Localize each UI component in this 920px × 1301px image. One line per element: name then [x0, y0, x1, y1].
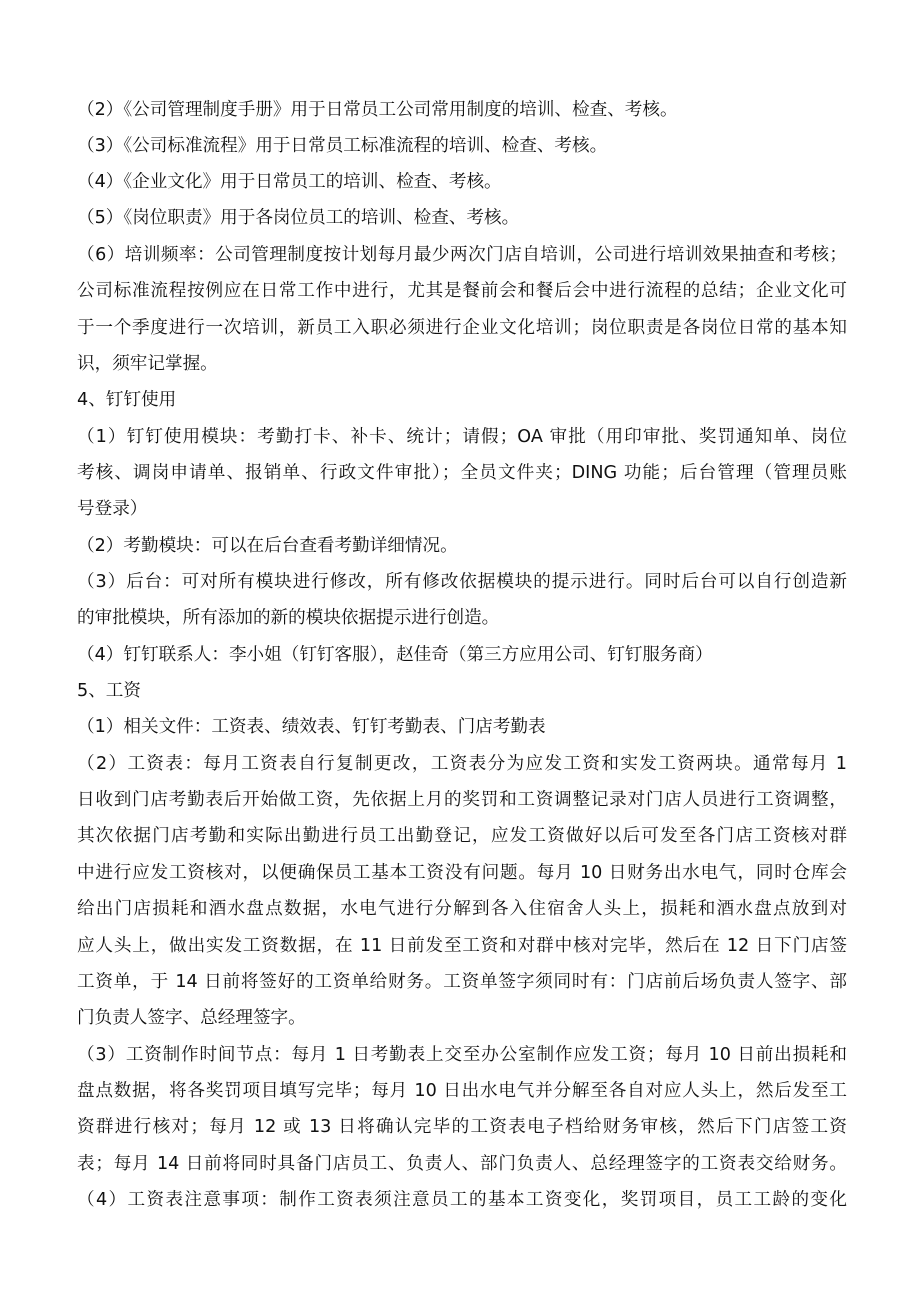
text-line: （2）《公司管理制度手册》用于日常员工公司常用制度的培训、检查、考核。	[77, 100, 678, 120]
text-line: 识，须牢记掌握。	[77, 354, 218, 374]
text-line: 应人头上，做出实发工资数据，在 11 日前发至工资和对群中核对完毕，然后在 12 日下门店签	[77, 936, 847, 956]
section-heading: 5、工资	[77, 681, 141, 701]
text-line: （3）后台：可对所有模块进行修改，所有修改依据模块的提示进行。同时后台可以自行创造新	[77, 572, 847, 592]
text-line: 门负责人签字、总经理签字。	[77, 1008, 306, 1028]
text-line: （6）培训频率：公司管理制度按计划每月最少两次门店自培训，公司进行培训效果抽查和考核；	[77, 245, 847, 265]
text-line: （3）工资制作时间节点：每月 1 日考勤表上交至办公室制作应发工资；每月 10 日前出损耗和	[77, 1045, 847, 1065]
text-line: 盘点数据，将各奖罚项目填写完毕；每月 10 日出水电气并分解至各自对应人头上，然后发至工	[77, 1081, 847, 1101]
text-line: 工资单，于 14 日前将签好的工资单给财务。工资单签字须同时有：门店前后场负责人签字、部	[77, 972, 847, 992]
text-line: 给出门店损耗和酒水盘点数据，水电气进行分解到各入住宿舍人头上，损耗和酒水盘点放到对	[77, 899, 847, 919]
text-line: 资群进行核对；每月 12 或 13 日将确认完毕的工资表电子档给财务审核，然后下门店签工资	[77, 1117, 847, 1137]
text-line: 号登录）	[77, 499, 148, 519]
text-line: （4）《企业文化》用于日常员工的培训、检查、考核。	[77, 172, 502, 192]
text-line: 考核、调岗申请单、报销单、行政文件审批）；全员文件夹；DING 功能；后台管理（管理员账	[77, 463, 847, 483]
text-line: （4）工资表注意事项：制作工资表须注意员工的基本工资变化，奖罚项目，员工工龄的变化	[77, 1190, 847, 1210]
text-line: （5）《岗位职责》用于各岗位员工的培训、检查、考核。	[77, 208, 520, 228]
text-line: （2）工资表：每月工资表自行复制更改，工资表分为应发工资和实发工资两块。通常每月 1	[77, 754, 847, 774]
text-line: 于一个季度进行一次培训，新员工入职必须进行企业文化培训；岗位职责是各岗位日常的基本知	[77, 318, 847, 338]
section-heading: 4、钉钉使用	[77, 390, 177, 410]
text-line: 其次依据门店考勤和实际出勤进行员工出勤登记，应发工资做好以后可发至各门店工资核对群	[77, 826, 847, 846]
text-line: 的审批模块，所有添加的新的模块依据提示进行创造。	[77, 608, 500, 628]
text-line: （1）相关文件：工资表、绩效表、钉钉考勤表、门店考勤表	[77, 717, 546, 737]
text-line: 公司标准流程按例应在日常工作中进行，尤其是餐前会和餐后会中进行流程的总结；企业文化可	[77, 281, 847, 301]
text-line: （2）考勤模块：可以在后台查看考勤详细情况。	[77, 536, 458, 556]
text-line: （3）《公司标准流程》用于日常员工标准流程的培训、检查、考核。	[77, 136, 608, 156]
text-line: 中进行应发工资核对，以便确保员工基本工资没有问题。每月 10 日财务出水电气，同时仓库会	[77, 863, 847, 883]
text-line: （1）钉钉使用模块：考勤打卡、补卡、统计；请假；OA 审批（用印审批、奖罚通知单、岗位	[77, 427, 847, 447]
text-line: 日收到门店考勤表后开始做工资，先依据上月的奖罚和工资调整记录对门店人员进行工资调整，	[77, 790, 847, 810]
text-line: （4）钉钉联系人：李小姐（钉钉客服），赵佳奇（第三方应用公司、钉钉服务商）	[77, 645, 713, 665]
text-line: 表；每月 14 日前将同时具备门店员工、负责人、部门负责人、总经理签字的工资表交给财务。	[77, 1154, 847, 1174]
